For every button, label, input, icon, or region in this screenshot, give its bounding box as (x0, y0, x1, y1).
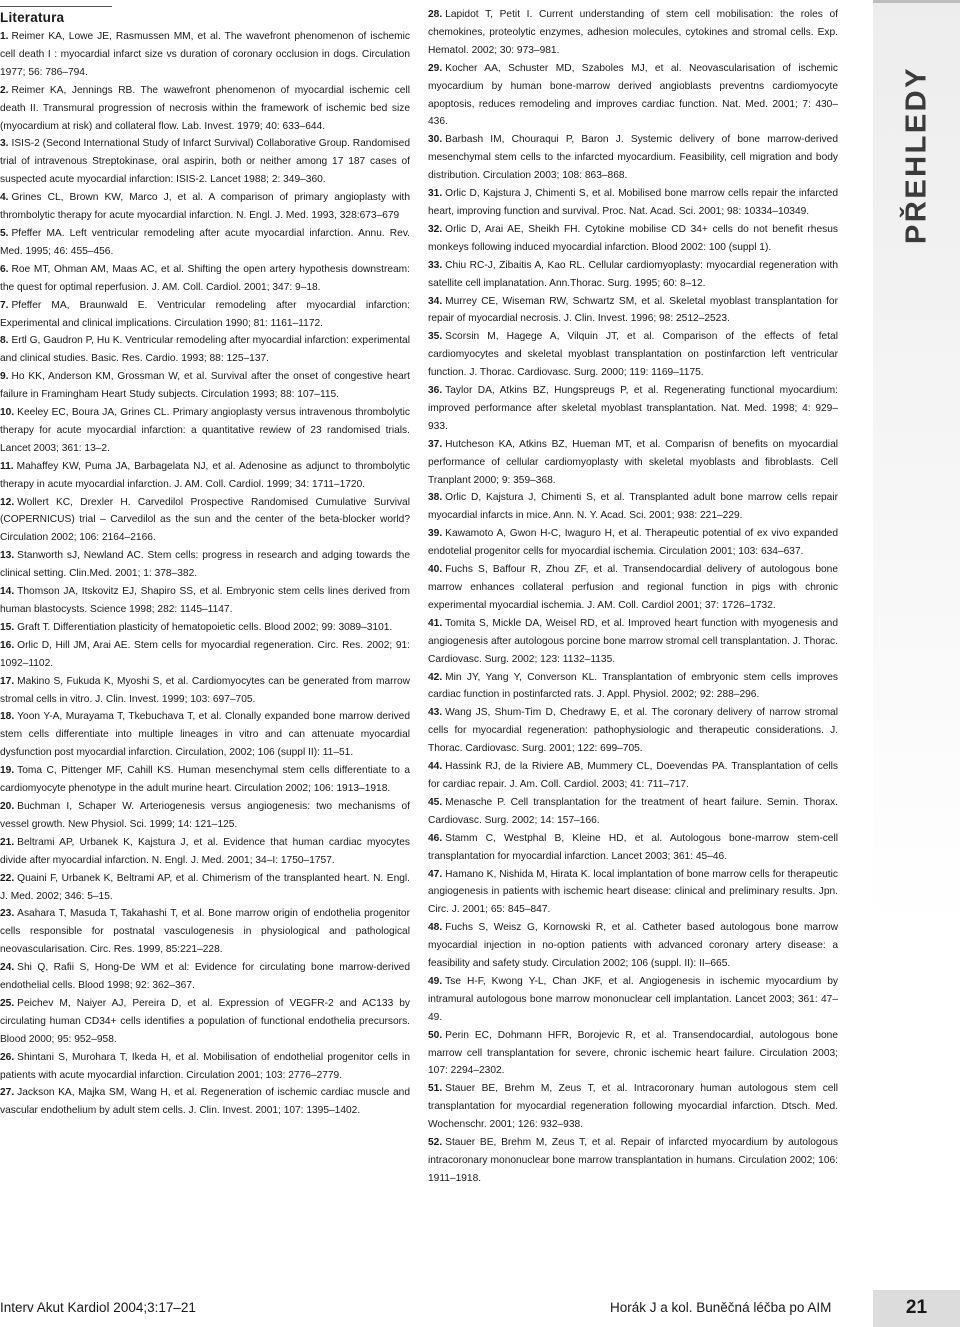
reference-number: 22. (0, 872, 15, 884)
reference-item (0, 1084, 410, 1120)
reference-item (428, 60, 838, 132)
reference-text: Murrey CE, Wiseman RW, Schwartz SM, et al. Skeletal myoblast transplantation for repair of myocardial necrosis. J. Clin. Invest. 1996; 98: 2512–2523. (428, 295, 838, 325)
reference-number: 25. (0, 997, 15, 1009)
reference-text: Scorsin M, Hagege A, Vilquin JT, et al. Comparison of the effects of fetal cardiomyocytes and skeletal myoblast transplantation on postinfarction left ventricular function. J. Thorac. Cardiovasc. Surg. 2000; 119: 1169–1175. (428, 331, 838, 379)
reference-number: 9. (0, 371, 9, 383)
reference-number: 16. (0, 639, 15, 651)
reference-text: Roe MT, Ohman AM, Maas AC, et al. Shifting the open artery hypothesis downstream: the quest for optimal reperfusion. J. AM. Coll. Cardiol. 2001; 347: 9–18. (0, 263, 410, 293)
reference-number: 50. (428, 1029, 443, 1041)
reference-number: 15. (0, 621, 15, 633)
reference-text: ISIS-2 (Second International Study of Infarct Survival) Collaborative Group. Randomised trial of intravenous Streptokinase, oral aspirin, both or neither among 17 187 cases of suspected acute myocardial infarction: ISIS-2. Lancet 1988; 2: 349–360. (0, 138, 410, 186)
page-number-box (873, 1290, 960, 1327)
reference-number: 27. (0, 1087, 15, 1099)
reference-item (428, 131, 838, 185)
reference-number: 39. (428, 528, 443, 540)
reference-item (428, 6, 838, 60)
reference-number: 40. (428, 564, 443, 576)
reference-item (428, 257, 838, 293)
reference-number: 18. (0, 711, 15, 723)
reference-text: Reimer KA, Lowe JE, Rasmussen MM, et al. The wavefront phenomenon of ischemic cell death I : myocardial infarct size vs duration of coronary occlusion in dogs. Circulation 1977; 56: 786–794. (0, 31, 410, 78)
reference-number: 24. (0, 962, 15, 974)
reference-text: Shi Q, Rafii S, Hong-De WM et al: Evidence for circulating bone marrow-derived endothelial cells. Blood 1998; 92: 362–367. (0, 962, 410, 992)
reference-number: 29. (428, 62, 443, 74)
reference-number: 23. (0, 908, 15, 920)
reference-text: Mahaffey KW, Puma JA, Barbagelata NJ, et al. Adenosine as adjunct to thrombolytic therapy in acute myocardial infarction. J. AM. Coll. Cardiol. 1999; 34: 1711–1720. (0, 460, 410, 490)
reference-item (428, 489, 838, 525)
footer-citation: Interv Akut Kardiol 2004;3:17–21 (0, 1300, 196, 1315)
reference-number: 1. (0, 31, 9, 42)
reference-text: Taylor DA, Atkins BZ, Hungspreugs P, et al. Regenerating functional myocardium: improved performance after skeletal myoblast transplantation. Nat. Med. 1998; 4: 929–933. (428, 385, 838, 432)
reference-text: Yoon Y-A, Murayama T, Tkebuchava T, et al. Clonally expanded bone marrow derived stem cells differentiate into multiple lineages in vitro and can attenuate myocardial dysfunction post myocardial infarction. Circulation, 2002; 106 (suppl II): 11–51. (0, 711, 410, 759)
reference-text: Stanworth sJ, Newland AC. Stem cells: progress in research and adging towards the clinical setting. Clin.Med. 2001; 1: 378–382. (0, 550, 410, 580)
reference-number: 4. (0, 192, 9, 204)
reference-item (0, 673, 410, 709)
reference-item (428, 1134, 838, 1188)
reference-text: Stauer BE, Brehm M, Zeus T, et al. Intracoronary human autologous stem cell transplantation for myocardial regeneration following myocardial infarction. Dtsch. Med. Wochenschr. 2001; 126: 932–938. (428, 1083, 838, 1131)
reference-text: Makino S, Fukuda K, Myoshi S, et al. Cardiomyocytes can be generated from marrow stromal cells in vitro. J. Clin. Invest. 1999; 103: 697–705. (0, 675, 410, 705)
reference-text: Orlic D, Kajstura J, Chimenti S, et al. Transplanted adult bone marrow cells repair myocardial infarcts in mice. Ann. N. Y. Acad. Sci. 2001; 938: 221–229. (428, 492, 838, 522)
section-tag-label: PŘEHLEDY (900, 66, 933, 244)
reference-text: Beltrami AP, Urbanek K, Kajstura J, et al. Evidence that human cardiac myocytes divide after myocardial infarction. N. Engl. J. Med. 2001; 34–I: 1750–1757. (0, 836, 410, 866)
reference-number: 26. (0, 1051, 15, 1063)
reference-item (0, 297, 410, 333)
reference-item (0, 458, 410, 494)
reference-number: 3. (0, 138, 9, 150)
reference-item (0, 82, 410, 136)
reference-number: 41. (428, 617, 443, 629)
reference-text: Hamano K, Nishida M, Hirata K. local implantation of bone marrow cells for therapeutic angiogenesis in patients with ischemic heart disease: clinical and preliminary results. Jpn. Circ. J. 2001; 65: 845–847. (428, 868, 838, 916)
reference-item (428, 794, 838, 830)
reference-text: Keeley EC, Boura JA, Grines CL. Primary angioplasty versus intravenous thrombolytic therapy for acute myocardial infarction: a quantitative rewiew of 23 randomised trials. Lancet 2003; 361: 13–2. (0, 407, 410, 454)
reference-number: 30. (428, 134, 443, 146)
reference-item (0, 135, 410, 189)
reference-text: Wang JS, Shum-Tim D, Chedrawy E, et al. The coronary delivery of narrow stromal cells for myocardial regeneration: pathophysiologic and therapeutic considerations. J. Thorac. Cardiovasc. Surg. 2001; 122: 699–705. (428, 707, 838, 755)
reference-text: Barbash IM, Chouraqui P, Baron J. Systemic delivery of bone marrow-derived mesenchymal stem cells to the infarcted myocardium. Feasibility, cell migration and body distribution. Circulation 2003; 108: 863–868. (428, 134, 838, 182)
reference-item (428, 919, 838, 973)
reference-number: 46. (428, 832, 443, 844)
reference-item (428, 525, 838, 561)
reference-text: Grines CL, Brown KW, Marco J, et al. A comparison of primary angioplasty with thrombolytic therapy for acute myocardial infarction. N. Engl. J. Med. 1993, 328:673–679 (0, 192, 410, 222)
reference-text: Stauer BE, Brehm M, Zeus T, et al. Repair of infarcted myocardium by autologous intracoronary mononuclear bone marrow transplantation in humans. Circulation 2002; 106: 1911–1918. (428, 1137, 838, 1184)
reference-text: Perin EC, Dohmann HFR, Borojevic R, et al. Transendocardial, autologous bone marrow cell transplantation for severe, chronic ischemic heart failure. Circulation 2003; 107: 2294–2302. (428, 1029, 838, 1077)
reference-number: 31. (428, 188, 443, 200)
reference-text: Orlic D, Kajstura J, Chimenti S, et al. Mobilised bone marrow cells repair the infarcted heart, improving function and survival. Proc. Nat. Acad. Sci. 2001; 98: 10334–10349. (428, 188, 838, 217)
reference-text: Tse H-F, Kwong Y-L, Chan JKF, et al. Angiogenesis in ischemic myocardium by intramural autologous bone marrow mononuclear cell implantation. Lancet 2003; 361: 47–49. (428, 975, 838, 1023)
reference-number: 45. (428, 796, 443, 808)
reference-item (0, 28, 410, 82)
reference-item (428, 615, 838, 669)
reference-text: Wollert KC, Drexler H. Carvedilol Prospective Randomised Cumulative Survival (COPERNICUS) trial – Carvedilol as the sun and the center of the beta-blocker world? Circulation 2002; 106: 2164–2166. (0, 496, 410, 544)
reference-text: Kawamoto A, Gwon H-C, Iwaguro H, et al. Therapeutic potential of ex vivo expanded endotelial progenitor cells for myocardial ischemia. Circulation 2001; 103: 634–637. (428, 528, 838, 558)
reference-text: Hutcheson KA, Atkins BZ, Hueman MT, et al. Comparisn of benefits on myocardial performance of cellular cardiomyoplasty with skeletal myoblasts and fibroblasts. Cell Tranplant 2000; 9: 359–368. (428, 438, 838, 486)
reference-item (428, 1080, 838, 1134)
reference-number: 8. (0, 335, 9, 347)
reference-number: 42. (428, 671, 443, 683)
reference-item (428, 830, 838, 866)
reference-number: 48. (428, 922, 443, 934)
reference-item (428, 758, 838, 794)
reference-item (0, 368, 410, 404)
reference-item (0, 189, 410, 225)
reference-item (0, 959, 410, 995)
reference-item (428, 293, 838, 329)
reference-text: Stamm C, Westphal B, Kleine HD, et al. Autologous bone-marrow stem-cell transplantation for myocardial infarction. Lancet 2003; 361: 45–46. (428, 832, 838, 862)
reference-item (0, 332, 410, 368)
reference-item (0, 261, 410, 297)
reference-number: 21. (0, 836, 15, 848)
reference-number: 44. (428, 761, 443, 773)
reference-item (0, 798, 410, 834)
reference-text: Pfeffer MA, Braunwald E. Ventricular remodeling after myocardial infarction: Experimental and clinical implications. Circulation 1990; 81: 1161–1172. (0, 299, 410, 329)
reference-item (428, 221, 838, 257)
reference-text: Fuchs S, Weisz G, Kornowski R, et al. Catheter based autologous bone marrow myocardial injection in no-option patients with advanced coronary artery disease: a feasibility and safety study. Circulation 2002; 106 (suppl. II): II–665. (428, 922, 838, 970)
reference-text: Ho KK, Anderson KM, Grossman W, et al. Survival after the onset of congestive heart failure in Framingham Heart Study subjects. Circulation 1993; 88: 107–115. (0, 371, 410, 401)
reference-number: 19. (0, 765, 15, 777)
reference-item (0, 637, 410, 673)
reference-text: Toma C, Pittenger MF, Cahill KS. Human mesenchymal stem cells differentiate to a cardiomyocyte phenotype in the adult murine heart. Circulation 2002; 106: 1913–1918. (0, 765, 410, 795)
reference-text: Min JY, Yang Y, Converson KL. Transplantation of embryonic stem cells improves cardiac function in postinfarcted rats. J. Appl. Physiol. 2002; 92: 288–296. (428, 671, 838, 701)
reference-number: 47. (428, 868, 443, 880)
reference-number: 17. (0, 675, 15, 687)
reference-item (0, 547, 410, 583)
reference-item (428, 382, 838, 436)
reference-item (0, 583, 410, 619)
reference-text: Reimer KA, Jennings RB. The wawefront phenomenon of myocardial ischemic cell death II. Transmural progression of necrosis within the framework of ischemic bed size (myocardium at risk) and collateral flow. Lab. Invest. 1979; 40: 633–644. (0, 84, 410, 132)
reference-text: Shintani S, Murohara T, Ikeda H, et al. Mobilisation of endothelial progenitor cells in patients with acute myocardial infarction. Circulation 2001; 103: 2776–2779. (0, 1051, 410, 1081)
reference-item (0, 619, 410, 637)
reference-item (0, 404, 410, 458)
reference-number: 35. (428, 331, 443, 343)
reference-number: 13. (0, 550, 15, 562)
reference-number: 7. (0, 299, 9, 311)
reference-text: Quaini F, Urbanek K, Beltrami AP, et al. Chimerism of the transplanted heart. N. Engl. J. Med. 2002; 346: 5–15. (0, 872, 410, 902)
references-left-column (0, 28, 410, 1120)
reference-text: Ertl G, Gaudron P, Hu K. Ventricular remodeling after myocardial infarction: experimental and clinical studies. Basic. Res. Cardio. 1993; 88: 125–137. (0, 335, 410, 365)
reference-item (0, 870, 410, 906)
reference-text: Tomita S, Mickle DA, Weisel RD, et al. Improved heart function with myogenesis and angiogenesis after autologous porcine bone marrow stromal cell transplantation. J. Thorac. Cardiovasc. Surg. 2002; 123: 1132–1135. (428, 617, 838, 665)
reference-item (0, 1049, 410, 1085)
page-number: 21 (905, 1297, 928, 1318)
reference-number: 36. (428, 385, 443, 397)
reference-number: 12. (0, 496, 15, 508)
reference-text: Orlic D, Hill JM, Arai AE. Stem cells for myocardial regeneration. Circ. Res. 2002; 91: 1092–1102. (0, 639, 410, 669)
reference-item (428, 973, 838, 1027)
reference-number: 37. (428, 438, 443, 450)
reference-text: Lapidot T, Petit I. Current understanding of stem cell mobilisation: the roles of chemokines, proteolytic enzymes, adhesion molecules, cytokines and stromal cells. Exp. Hematol. 2002; 30: 973–981. (428, 9, 838, 56)
reference-text: Orlic D, Arai AE, Sheikh FH. Cytokine mobilise CD 34+ cells do not benefit rhesus monkeys following induced myocardial infarction. Blood 2002: 100 (suppl 1). (428, 223, 838, 253)
reference-item (428, 185, 838, 221)
reference-item (0, 494, 410, 548)
reference-text: Jackson KA, Majka SM, Wang H, et al. Regeneration of ischemic cardiac muscle and vascular endothelium by adult stem cells. J. Clin. Invest. 2001; 107: 1395–1402. (0, 1087, 410, 1117)
reference-text: Fuchs S, Baffour R, Zhou ZF, et al. Transendocardial delivery of autologous bone marrow enhances collateral perfusion and regional function in pigs with chronic experimental myocardial ischemia. J. AM. Coll. Cardiol 2001; 37: 1726–1732. (428, 564, 838, 611)
reference-text: Kocher AA, Schuster MD, Szaboles MJ, et al. Neovascularisation of ischemic myocardium by human bone-marrow derived angioblasts preventns cardiomyocyte apoptosis, reduces remodeling and improves cardiac function. Nat. Med. 2001; 7: 430–436. (428, 62, 838, 128)
reference-number: 2. (0, 84, 9, 96)
side-band-rule (873, 0, 960, 3)
reference-item (0, 762, 410, 798)
reference-number: 20. (0, 800, 15, 812)
reference-item (0, 834, 410, 870)
reference-item (428, 866, 838, 920)
reference-text: Peichev M, Naiyer AJ, Pereira D, et al. Expression of VEGFR-2 and AC133 by circulating human CD34+ cells identifies a population of functional endothelia precursors. Blood 2000; 95: 952–958. (0, 997, 410, 1045)
reference-text: Thomson JA, Itskovitz EJ, Shapiro SS, et al. Embryonic stem cells lines derived from human blastocysts. Science 1998; 282: 1145–1147. (0, 586, 410, 615)
reference-item (428, 436, 838, 490)
reference-item (0, 995, 410, 1049)
reference-number: 38. (428, 492, 443, 504)
reference-number: 28. (428, 9, 443, 20)
reference-item (0, 708, 410, 762)
reference-item (428, 1027, 838, 1081)
reference-text: Hassink RJ, de la Riviere AB, Mummery CL, Doevendas PA. Transplantation of cells for cardiac repair. J. Am. Coll. Cardiol. 2003; 41: 711–717. (428, 761, 838, 790)
section-tag (869, 66, 960, 244)
reference-number: 51. (428, 1083, 443, 1095)
reference-number: 5. (0, 227, 9, 239)
reference-item (428, 561, 838, 615)
reference-number: 49. (428, 975, 443, 987)
reference-number: 6. (0, 263, 9, 275)
references-right-column (428, 6, 838, 1188)
reference-number: 14. (0, 586, 15, 598)
reference-number: 32. (428, 223, 443, 235)
reference-number: 11. (0, 460, 14, 472)
reference-item (0, 225, 410, 261)
reference-text: Pfeffer MA. Left ventricular remodeling after acute myocardial infarction. Annu. Rev. Med. 1995; 46: 455–456. (0, 227, 410, 257)
reference-item (428, 328, 838, 382)
reference-text: Menasche P. Cell transplantation for the treatment of heart failure. Semin. Thorax. Cardiovasc. Surg. 2002; 14: 157–166. (428, 796, 838, 826)
reference-number: 33. (428, 259, 443, 271)
reference-item (428, 669, 838, 705)
references-heading: Literatura (0, 6, 112, 25)
reference-text: Chiu RC-J, Zibaitis A, Kao RL. Cellular cardiomyoplasty: myocardial regeneration with satellite cell implanatation. Ann.Thorac. Surg. 1995; 60: 8–12. (428, 259, 838, 289)
reference-number: 52. (428, 1137, 443, 1149)
reference-text: Buchman I, Schaper W. Arteriogenesis versus angiogenesis: two mechanisms of vessel growth. New Physiol. Sci. 1999; 14: 121–125. (0, 800, 410, 830)
reference-item (0, 905, 410, 959)
footer-running-title: Horák J a kol. Buněčná léčba po AIM (610, 1300, 832, 1315)
reference-item (428, 704, 838, 758)
reference-text: Graft T. Differentiation plasticity of hematopoietic cells. Blood 2002; 99: 3089–3101. (17, 621, 393, 633)
reference-number: 34. (428, 295, 443, 307)
reference-number: 10. (0, 407, 15, 419)
reference-number: 43. (428, 707, 443, 719)
reference-text: Asahara T, Masuda T, Takahashi T, et al. Bone marrow origin of endothelia progenitor cells responsible for postnatal vasculogenesis in physiological and pathological neovascularisation. Circ. Res. 1999, 85:221–228. (0, 908, 410, 956)
